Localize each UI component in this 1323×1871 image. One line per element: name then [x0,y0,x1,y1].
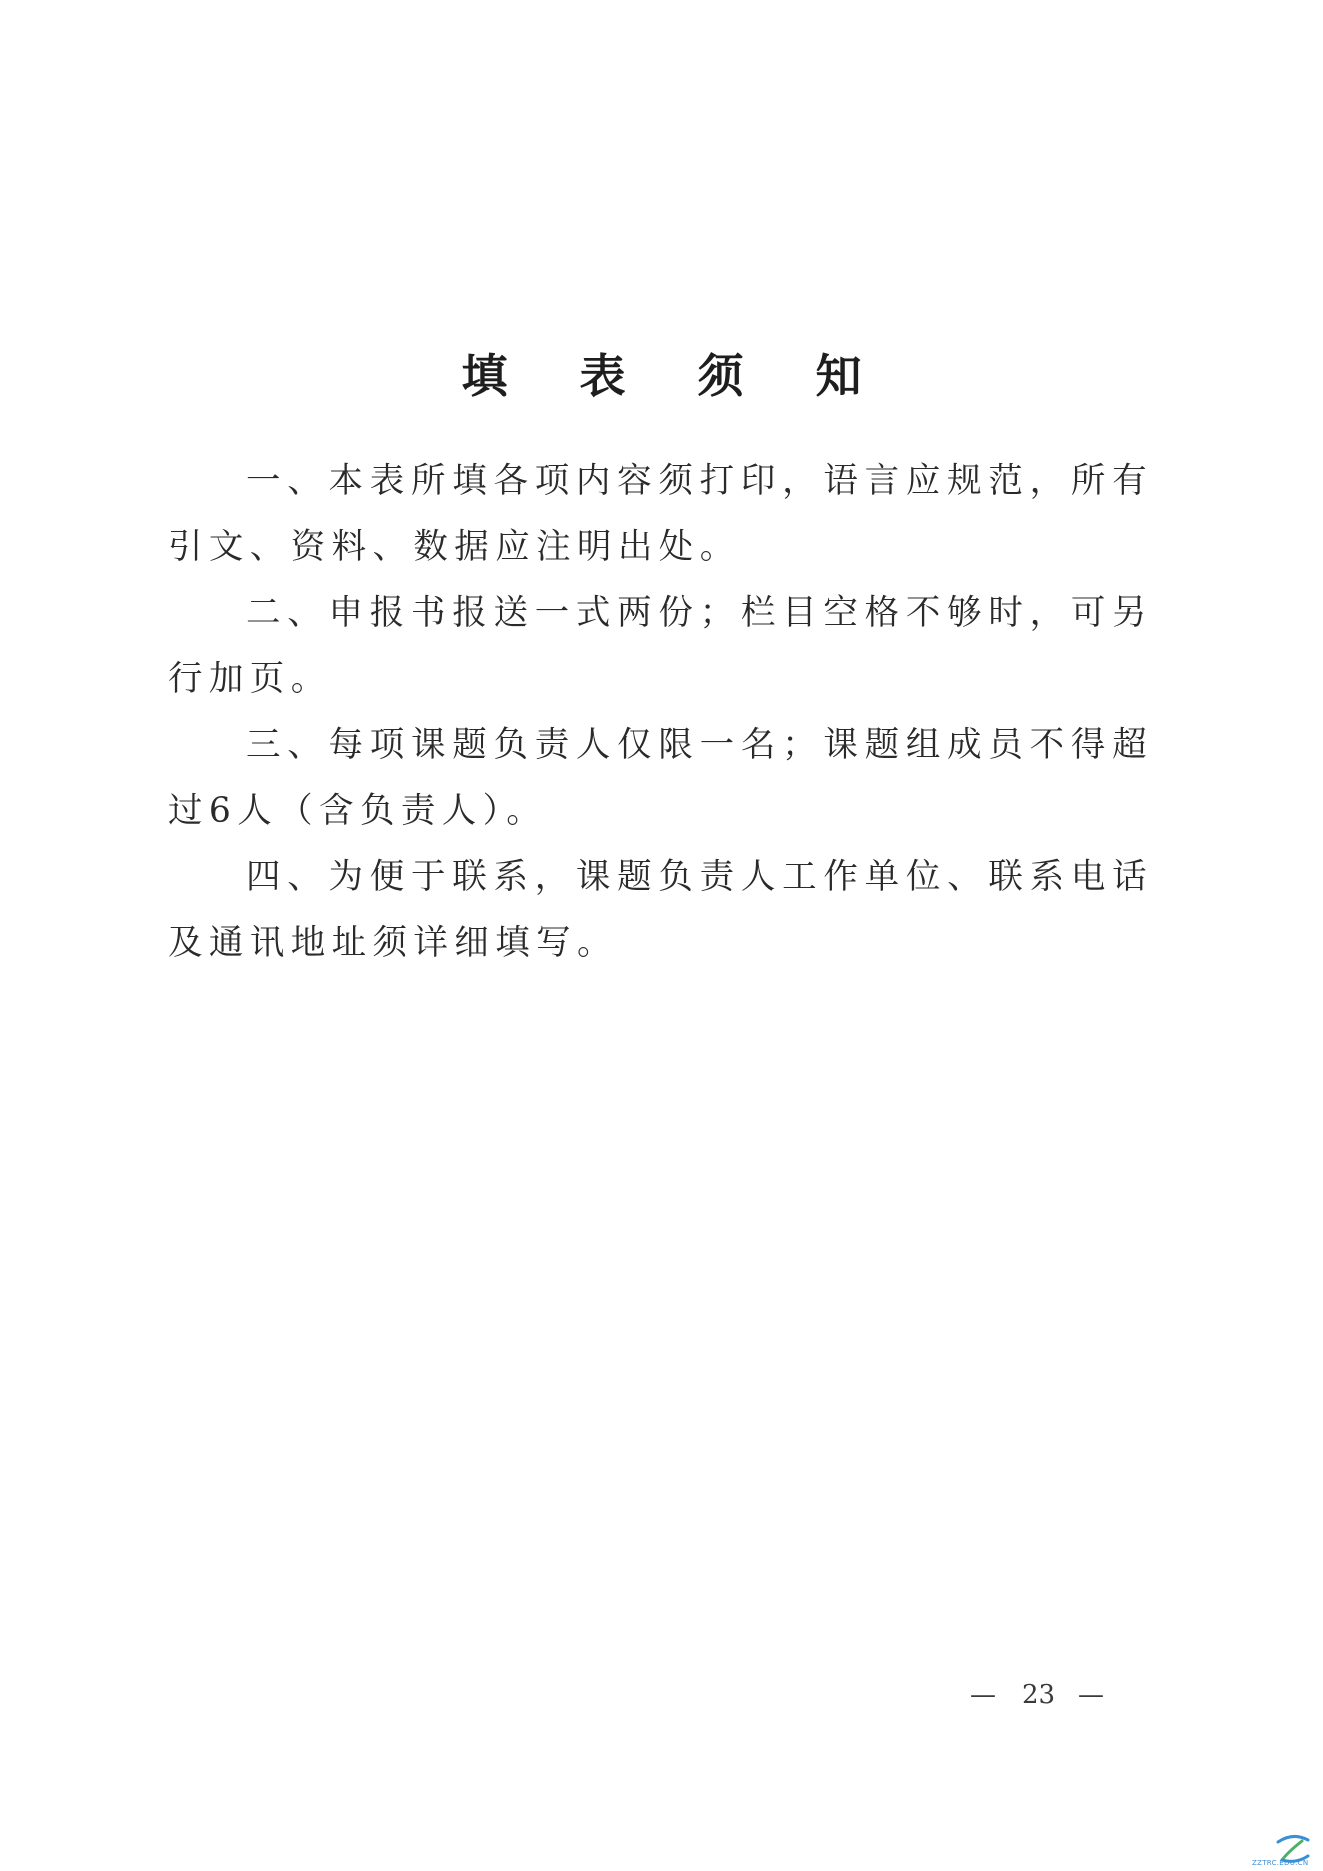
page-number-dash-right: — [1078,1680,1104,1710]
instructions-body [168,448,1153,976]
page-title: 填 表 须 知 [461,349,890,403]
instruction-item-4: 四、为便于联系，课题负责人工作单位、联系电话及通讯地址须详细填写。 [168,857,1153,963]
instruction-item-1: 一、本表所填各项内容须打印，语言应规范，所有引文、资料、数据应注明出处。 [168,461,1153,567]
watermark-text: ZZTRC.EDU.CN [1252,1859,1309,1867]
instruction-item-2: 二、申报书报送一式两份；栏目空格不够时，可另行加页。 [168,593,1153,699]
page-number-value: 23 [1022,1680,1056,1710]
page-number-dash-left: — [970,1680,996,1710]
instruction-item-3: 三、每项课题负责人仅限一名；课题组成员不得超过6人（含负责人）。 [168,725,1153,831]
